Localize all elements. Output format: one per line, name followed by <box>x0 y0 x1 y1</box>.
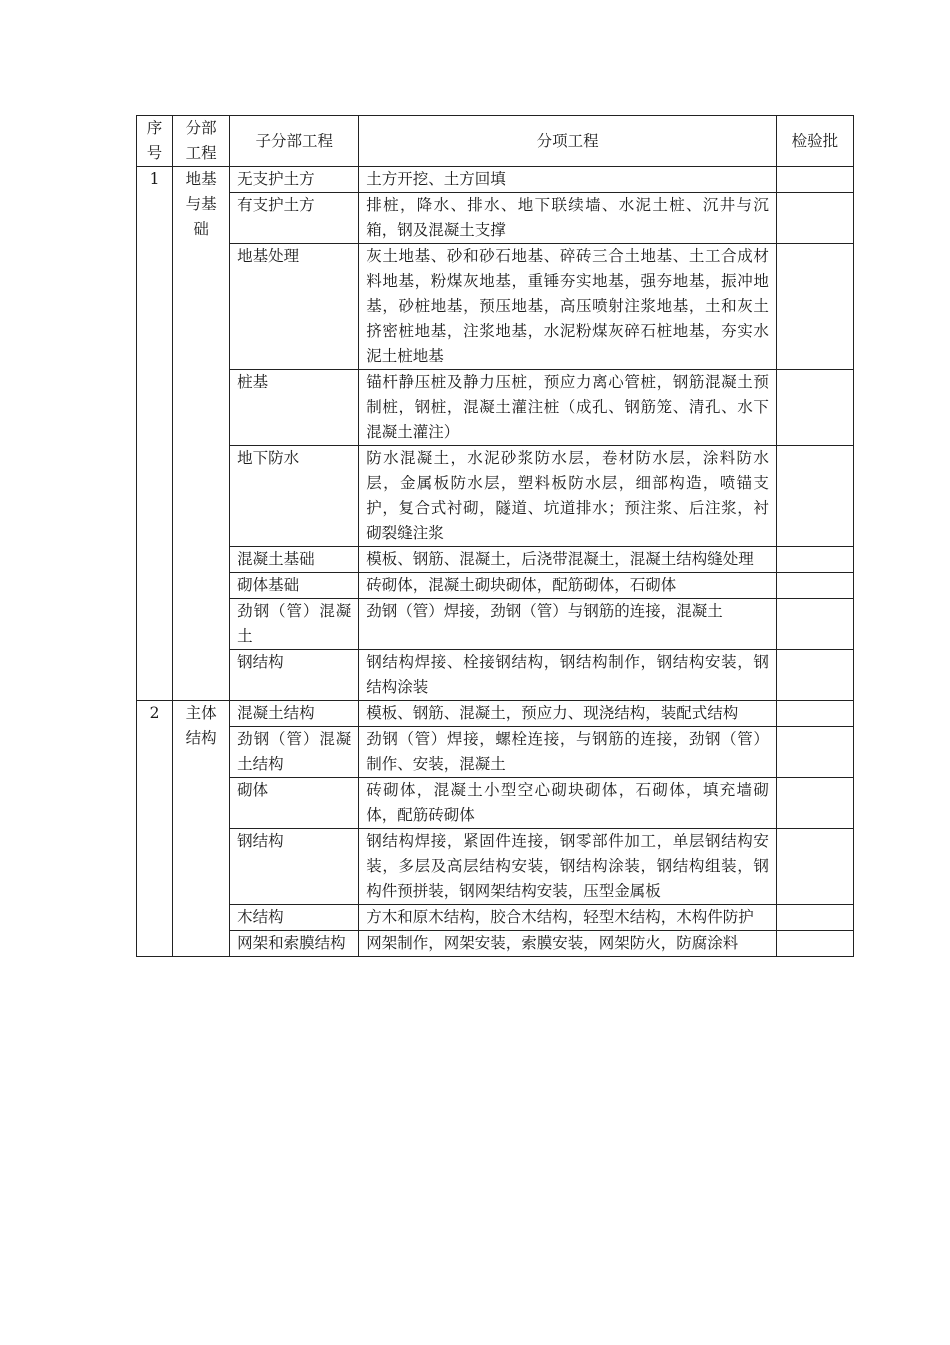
subdivision-cell: 劲钢（管）混凝土结构 <box>230 727 359 778</box>
items-cell: 锚杆静压桩及静力压桩，预应力离心管桩，钢筋混凝土预制桩，钢桩，混凝土灌注桩（成孔、钢筋笼、清孔、水下混凝土灌注） <box>359 370 777 446</box>
subdivision-cell: 无支护土方 <box>230 167 359 193</box>
items-cell: 劲钢（管）焊接，劲钢（管）与钢筋的连接，混凝土 <box>359 599 777 650</box>
section-division-label: 地基与基础 <box>185 170 217 238</box>
header-division: 分部工程 <box>173 116 230 167</box>
lot-cell <box>776 446 853 547</box>
lot-cell <box>776 829 853 905</box>
subdivision-cell: 地下防水 <box>230 446 359 547</box>
lot-cell <box>776 167 853 193</box>
table-row <box>137 244 854 370</box>
header-index: 序号 <box>137 116 173 167</box>
lot-cell <box>776 931 853 957</box>
table-row <box>137 905 854 931</box>
table-row <box>137 446 854 547</box>
table-row <box>137 370 854 446</box>
subdivision-cell: 地基处理 <box>230 244 359 370</box>
lot-cell <box>776 244 853 370</box>
engineering-division-table <box>136 115 854 957</box>
items-cell: 防水混凝土，水泥砂浆防水层，卷材防水层，涂料防水层，金属板防水层，塑料板防水层，细部构造，喷锚支护，复合式衬砌，隧道、坑道排水；预注浆、后注浆，衬砌裂缝注浆 <box>359 446 777 547</box>
items-cell: 灰土地基、砂和砂石地基、碎砖三合土地基、土工合成材料地基，粉煤灰地基，重锤夯实地基，强夯地基，振冲地基，砂桩地基，预压地基，高压喷射注浆地基，土和灰土挤密桩地基，注浆地基，水泥粉煤灰碎石桩地基，夯实水泥土桩地基 <box>359 244 777 370</box>
section-division-label: 主体结构 <box>185 704 217 747</box>
section-division <box>173 167 230 701</box>
subdivision-cell: 网架和索膜结构 <box>230 931 359 957</box>
lot-cell <box>776 905 853 931</box>
items-cell: 劲钢（管）焊接，螺栓连接，与钢筋的连接，劲钢（管）制作、安装，混凝土 <box>359 727 777 778</box>
table-row <box>137 701 854 727</box>
lot-cell <box>776 727 853 778</box>
subdivision-cell: 砌体 <box>230 778 359 829</box>
subdivision-cell: 混凝土结构 <box>230 701 359 727</box>
items-cell: 土方开挖、土方回填 <box>359 167 777 193</box>
subdivision-cell: 钢结构 <box>230 829 359 905</box>
subdivision-cell: 混凝土基础 <box>230 547 359 573</box>
lot-cell <box>776 599 853 650</box>
table-row <box>137 547 854 573</box>
lot-cell <box>776 547 853 573</box>
table-header <box>137 116 854 167</box>
table-row <box>137 650 854 701</box>
subdivision-cell: 钢结构 <box>230 650 359 701</box>
subdivision-cell: 木结构 <box>230 905 359 931</box>
header-row <box>137 116 854 167</box>
subdivision-cell: 有支护土方 <box>230 193 359 244</box>
subdivision-cell: 劲钢（管）混凝土 <box>230 599 359 650</box>
subdivision-cell: 桩基 <box>230 370 359 446</box>
items-cell: 排桩，降水、排水、地下联续墙、水泥土桩、沉井与沉箱，钢及混凝土支撑 <box>359 193 777 244</box>
items-cell: 砖砌体，混凝土小型空心砌块砌体，石砌体，填充墙砌体，配筋砖砌体 <box>359 778 777 829</box>
lot-cell <box>776 650 853 701</box>
section-index: 2 <box>137 701 173 957</box>
items-cell: 方木和原木结构，胶合木结构，轻型木结构，木构件防护 <box>359 905 777 931</box>
subdivision-cell: 砌体基础 <box>230 573 359 599</box>
items-cell: 钢结构焊接、栓接钢结构，钢结构制作，钢结构安装，钢结构涂装 <box>359 650 777 701</box>
table-row <box>137 193 854 244</box>
items-cell: 钢结构焊接，紧固件连接，钢零部件加工，单层钢结构安装，多层及高层结构安装，钢结构涂装，钢结构组装，钢构件预拼装，钢网架结构安装，压型金属板 <box>359 829 777 905</box>
header-subdivision: 子分部工程 <box>230 116 359 167</box>
section-index: 1 <box>137 167 173 701</box>
section-division <box>173 701 230 957</box>
lot-cell <box>776 701 853 727</box>
items-cell: 模板、钢筋、混凝土，预应力、现浇结构，装配式结构 <box>359 701 777 727</box>
items-cell: 砖砌体，混凝土砌块砌体，配筋砌体，石砌体 <box>359 573 777 599</box>
lot-cell <box>776 778 853 829</box>
lot-cell <box>776 193 853 244</box>
header-lot: 检验批 <box>776 116 853 167</box>
table-row <box>137 599 854 650</box>
table-row <box>137 829 854 905</box>
items-cell: 网架制作，网架安装，索膜安装，网架防火，防腐涂料 <box>359 931 777 957</box>
table-row <box>137 167 854 193</box>
table-row <box>137 931 854 957</box>
lot-cell <box>776 573 853 599</box>
table-row <box>137 573 854 599</box>
table-row <box>137 727 854 778</box>
items-cell: 模板、钢筋、混凝土，后浇带混凝土，混凝土结构缝处理 <box>359 547 777 573</box>
table-row <box>137 778 854 829</box>
header-items: 分项工程 <box>359 116 777 167</box>
lot-cell <box>776 370 853 446</box>
table-body <box>137 167 854 957</box>
